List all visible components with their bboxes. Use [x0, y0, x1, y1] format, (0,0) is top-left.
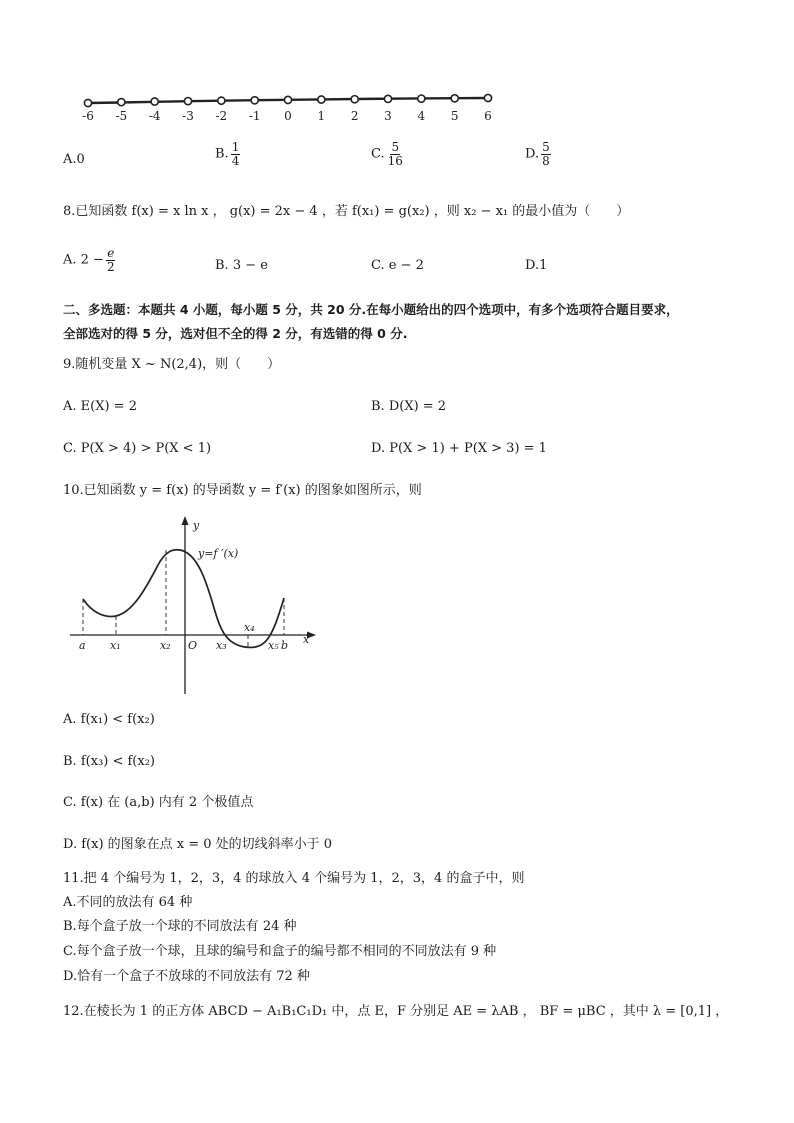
q8-option-d: D.1	[525, 258, 548, 273]
label-x1: x₁	[110, 639, 121, 652]
number-line-point	[251, 97, 258, 104]
q10-option-b: B. f(x₃) < f(x₂)	[63, 754, 155, 769]
number-line-point	[184, 98, 191, 105]
number-line-point	[384, 95, 391, 102]
q8-stem: 8.已知函数 f(x) = x ln x ， g(x) = 2x − 4 ，若 f(x₁) = g(x₂) ，则 x₂ − x₁ 的最小值为（ ）	[63, 204, 630, 219]
q9-option-b: B. D(X) = 2	[371, 399, 447, 414]
number-line-point	[151, 98, 158, 105]
label-x5: x₅	[268, 639, 279, 652]
q11-stem: 11.把 4 个编号为 1，2，3，4 的球放入 4 个编号为 1，2，3，4 的盒子中，则	[63, 871, 525, 886]
number-line-point	[118, 99, 125, 106]
number-line-label: -5	[115, 109, 128, 123]
label-y: y	[193, 519, 200, 532]
number-line-point	[284, 96, 291, 103]
number-line-point	[318, 96, 325, 103]
label-origin: O	[188, 639, 198, 652]
label-b: b	[281, 639, 289, 652]
number-line-point	[218, 97, 225, 104]
number-line-label: 2	[350, 109, 359, 123]
number-line-point	[484, 94, 491, 101]
number-line-label: -4	[148, 109, 161, 123]
label-x: x	[303, 633, 310, 646]
q7-option-d: D. $\frac{5}{8}$	[525, 140, 550, 168]
number-line	[0, 0, 794, 130]
q8-option-c: C. e − 2	[371, 258, 424, 273]
q9-option-d: D. P(X > 1) + P(X > 3) = 1	[371, 441, 547, 456]
q12-stem: 12.在棱长为 1 的正方体 ABCD − A₁B₁C₁D₁ 中，点 E，F 分别足 AE = λAB ， BF = μBC ，其中 λ = [0,1] ，	[63, 1004, 729, 1019]
q10-option-a: A. f(x₁) < f(x₂)	[63, 712, 155, 727]
label-curve: y=f ′(x)	[198, 547, 239, 560]
number-line-point	[451, 95, 458, 102]
q8-option-a: A. 2 − $\frac{e}{2}$	[63, 246, 115, 274]
q11-option-d: D.恰有一个盒子不放球的不同放法有 72 种	[63, 969, 310, 984]
number-line-label: 3	[384, 109, 392, 123]
y-axis-arrow	[182, 516, 189, 525]
number-line-label: 6	[484, 109, 492, 123]
number-line-label: -2	[215, 109, 228, 123]
label-x2: x₂	[160, 639, 171, 652]
number-line-point	[418, 95, 425, 102]
q7-option-a: A.0	[63, 152, 85, 167]
label-x4: x₄	[244, 621, 255, 634]
q10-option-c: C. f(x) 在 (a,b) 内有 2 个极值点	[63, 795, 254, 810]
q7-option-b: B. $\frac{1}{4}$	[215, 140, 240, 168]
q11-option-c: C.每个盒子放一个球，且球的编号和盒子的编号都不相同的不同放法有 9 种	[63, 944, 497, 959]
q9-stem: 9.随机变量 X ~ N(2,4)，则（ ）	[63, 357, 281, 372]
label-x3: x₃	[216, 639, 227, 652]
q10-option-d: D. f(x) 的图象在点 x = 0 处的切线斜率小于 0	[63, 837, 333, 852]
q7-option-c: C. $\frac{5}{16}$	[371, 140, 403, 168]
number-line-point	[84, 99, 91, 106]
number-line-label: 1	[317, 109, 326, 123]
derivative-graph	[60, 512, 330, 702]
number-line-label: 4	[417, 109, 426, 123]
q11-option-b: B.每个盒子放一个球的不同放法有 24 种	[63, 919, 297, 934]
q8-option-b: B. 3 − e	[215, 258, 268, 273]
q11-option-a: A.不同的放法有 64 种	[63, 895, 193, 910]
q9-option-c: C. P(X > 4) > P(X < 1)	[63, 441, 212, 456]
q9-option-a: A. E(X) = 2	[63, 399, 137, 414]
section2-heading-line2: 全部选对的得 5 分，选对但不全的得 2 分，有选错的得 0 分.	[63, 326, 408, 341]
q10-stem: 10.已知函数 y = f(x) 的导函数 y = f′(x) 的图象如图所示，则	[63, 483, 422, 498]
number-line-label: -1	[248, 109, 261, 123]
number-line-label: 0	[284, 109, 292, 123]
number-line-label: 5	[450, 109, 459, 123]
section2-heading-line1: 二、多选题：本题共 4 小题，每小题 5 分，共 20 分.在每小题给出的四个选项中，有多个选项符合题目要求，	[63, 302, 679, 317]
number-line-label: -6	[82, 109, 94, 123]
number-line-label: -3	[182, 109, 194, 123]
label-a: a	[79, 639, 86, 652]
number-line-point	[351, 96, 358, 103]
